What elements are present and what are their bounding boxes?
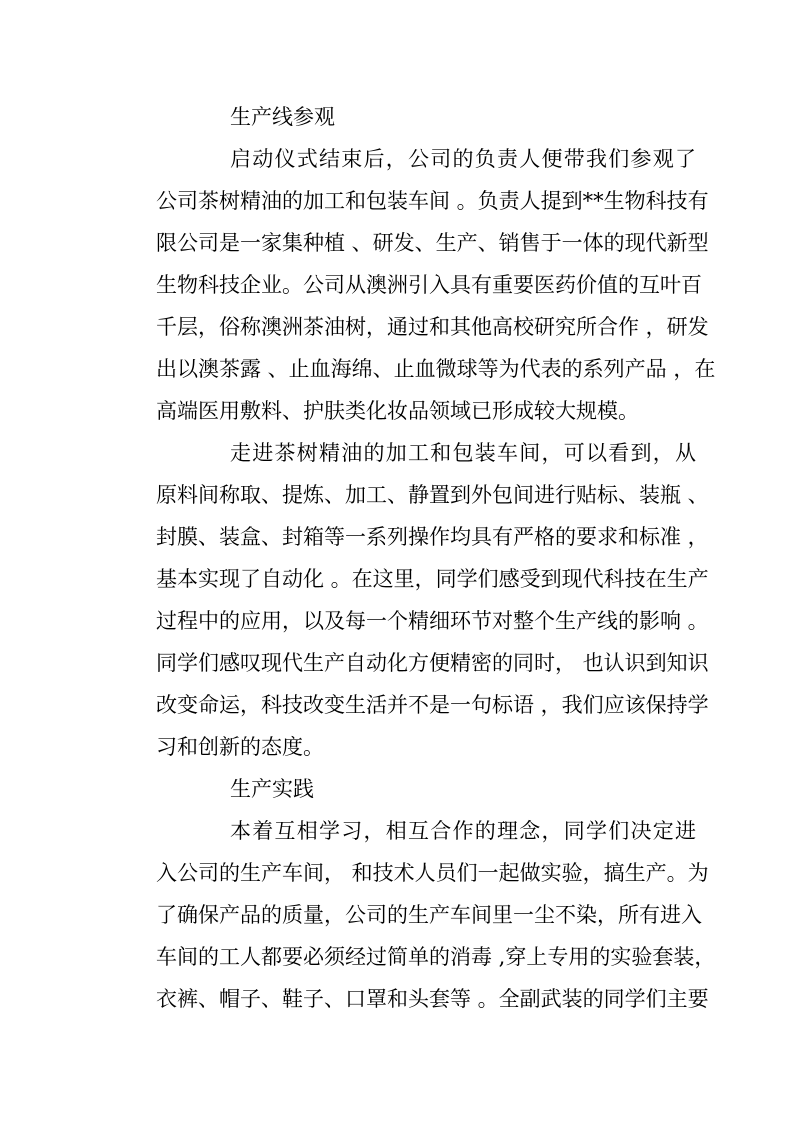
paragraph-line: 启动仪式结束后，公司的负责人便带我们参观了	[230, 147, 696, 171]
paragraph-line: 习和创新的态度。	[156, 735, 324, 759]
paragraph-line: 出以澳茶露 、止血海绵、止血微球等为代表的系列产品 ，在	[156, 357, 716, 381]
paragraph-line: 改变命运，科技改变生活并不是一句标语 ，我们应该保持学	[156, 693, 709, 717]
paragraph-line: 封膜、装盒、封箱等一系列操作均具有严格的要求和标准 ，	[156, 525, 709, 549]
paragraph-line: 原料间称取、提炼、加工、静置到外包间进行贴标、装瓶 、	[156, 483, 709, 507]
paragraph-line: 入公司的生产车间， 和技术人员们一起做实验，搞生产。为	[156, 861, 709, 885]
paragraph-line: 限公司是一家集种植 、研发、生产、销售于一体的现代新型	[156, 231, 709, 255]
paragraph-line: 本着互相学习，相互合作的理念，同学们决定进	[230, 819, 696, 843]
section-heading-production-line-visit: 生产线参观	[230, 105, 335, 129]
paragraph-line: 过程中的应用，以及每一个精细环节对整个生产线的影响 。	[156, 609, 709, 633]
paragraph-line: 了确保产品的质量，公司的生产车间里一尘不染，所有进入	[156, 903, 702, 927]
paragraph-line: 衣裤、帽子、鞋子、口罩和头套等 。全副武装的同学们主要	[156, 987, 709, 1011]
paragraph-line: 车间的工人都要必须经过简单的消毒 ,穿上专用的实验套装，	[156, 945, 716, 969]
paragraph-line: 生物科技企业。公司从澳洲引入具有重要医药价值的互叶百	[156, 273, 702, 297]
paragraph-line: 走进茶树精油的加工和包装车间，可以看到，从	[230, 441, 696, 465]
section-heading-production-practice: 生产实践	[230, 777, 314, 801]
paragraph-line: 高端医用敷料、护肤类化妆品领域已形成较大规模。	[156, 399, 639, 423]
paragraph-line: 同学们感叹现代生产自动化方便精密的同时， 也认识到知识	[156, 651, 709, 675]
paragraph-line: 公司茶树精油的加工和包装车间 。负责人提到**生物科技有	[156, 189, 709, 213]
paragraph-line: 基本实现了自动化 。在这里，同学们感受到现代科技在生产	[156, 567, 709, 591]
paragraph-line: 千层，俗称澳洲茶油树，通过和其他高校研究所合作 ，研发	[156, 315, 709, 339]
